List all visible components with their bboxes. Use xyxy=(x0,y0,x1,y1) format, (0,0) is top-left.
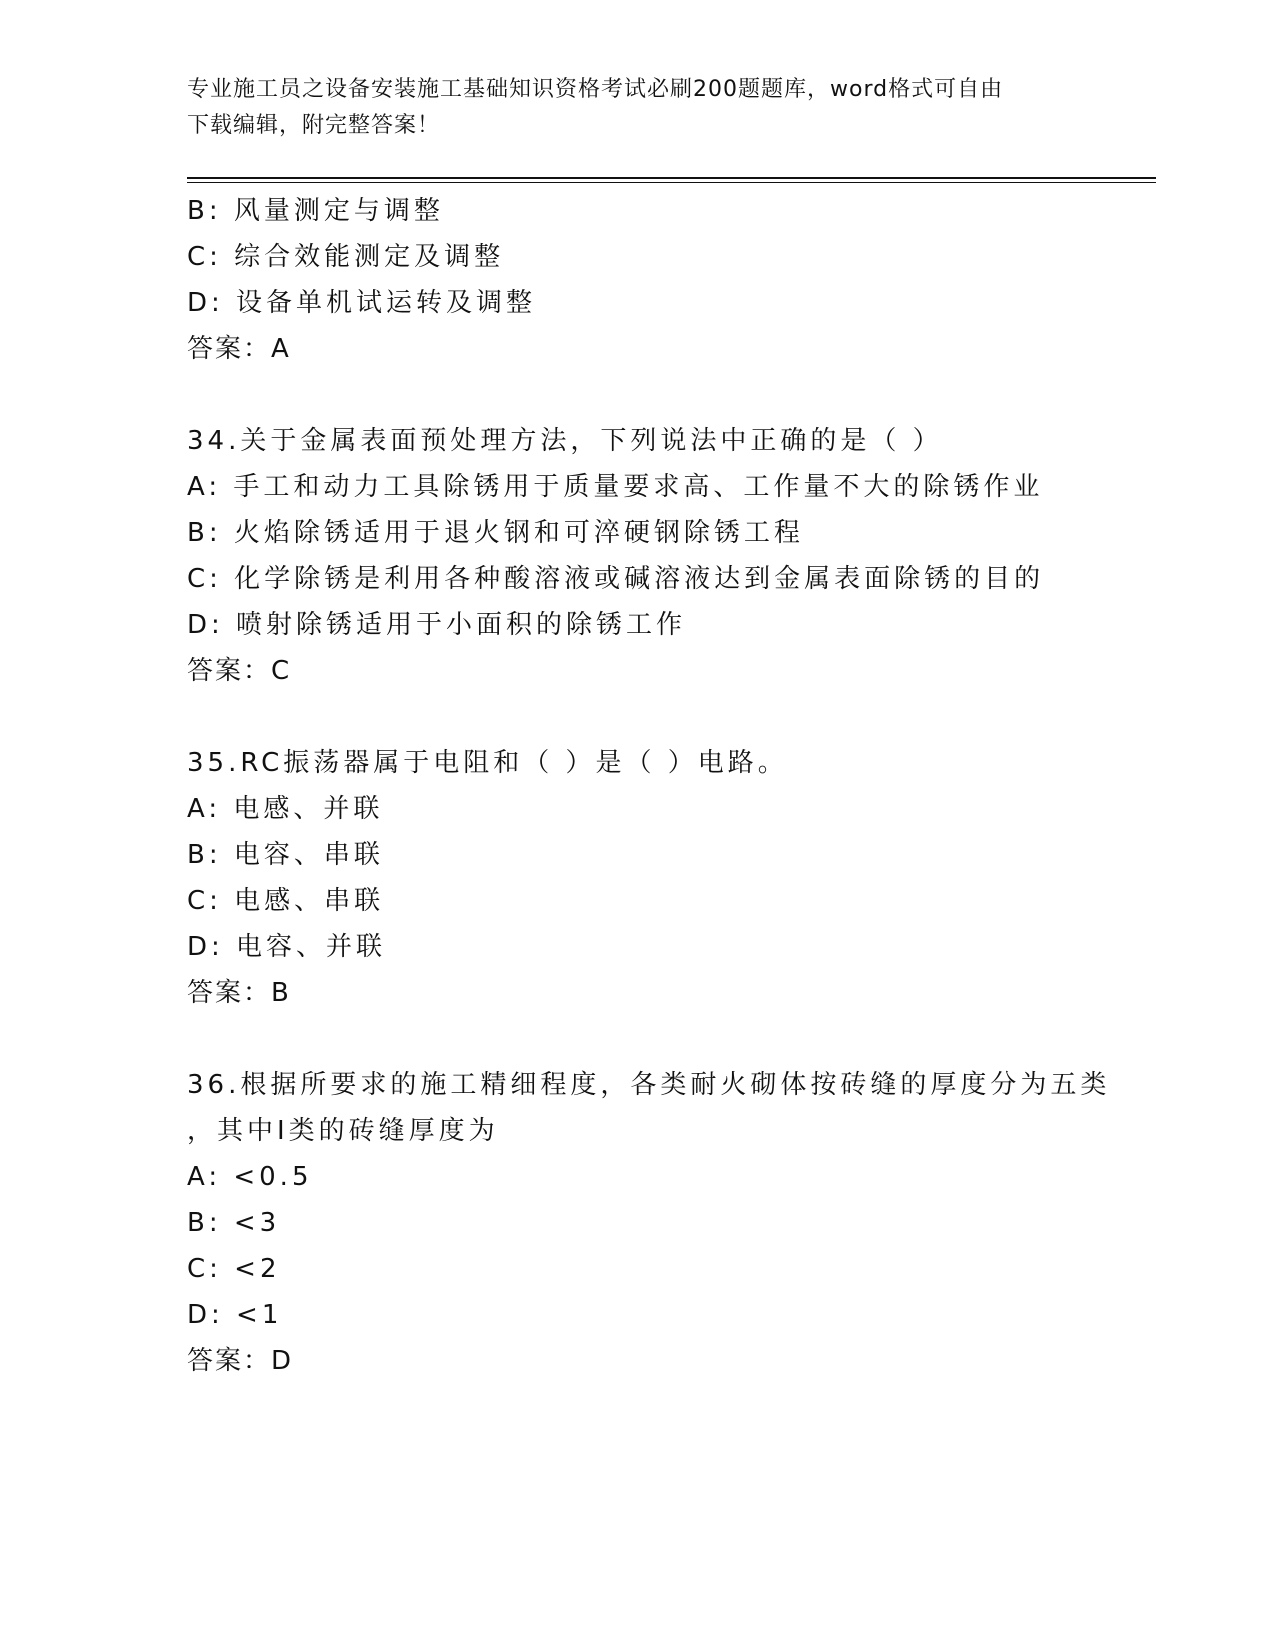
option-a: A: <0.5 xyxy=(187,1162,313,1192)
option-b: B: <3 xyxy=(187,1208,281,1238)
question-stem: 35.RC振荡器属于电阻和（ ）是（ ）电路。 xyxy=(187,748,788,778)
question-34 xyxy=(187,418,1107,694)
option-a: A: 手工和动力工具除锈用于质量要求高、工作量不大的除锈作业 xyxy=(187,472,1044,502)
option-c: C: 综合效能测定及调整 xyxy=(187,242,505,272)
question-stem: 34.关于金属表面预处理方法，下列说法中正确的是（ ） xyxy=(187,426,943,456)
question-stem-line-2: ，其中Ⅰ类的砖缝厚度为 xyxy=(187,1116,499,1146)
option-b: B: 风量测定与调整 xyxy=(187,196,444,226)
header-divider-thin xyxy=(187,182,1156,183)
answer-line: 答案：B xyxy=(187,978,291,1008)
header-divider-thick xyxy=(187,177,1156,179)
question-list xyxy=(187,188,1111,1384)
answer-line: 答案：C xyxy=(187,656,292,686)
option-c: C: <2 xyxy=(187,1254,281,1284)
question-stem-line-1: 36.根据所要求的施工精细程度，各类耐火砌体按砖缝的厚度分为五类 xyxy=(187,1070,1111,1100)
option-b: B: 电容、串联 xyxy=(187,840,384,870)
question-33-continued xyxy=(187,188,1107,372)
question-36 xyxy=(187,1062,1111,1384)
option-a: A: 电感、并联 xyxy=(187,794,384,824)
question-35 xyxy=(187,740,1107,1016)
option-d: D: <1 xyxy=(187,1300,283,1330)
document-header xyxy=(187,72,1067,144)
option-d: D: 电容、并联 xyxy=(187,932,387,962)
option-d: D: 喷射除锈适用于小面积的除锈工作 xyxy=(187,610,687,640)
option-c: C: 电感、串联 xyxy=(187,886,385,916)
answer-line: 答案：A xyxy=(187,334,291,364)
header-line-2: 下载编辑，附完整答案！ xyxy=(187,113,441,138)
header-line-1: 专业施工员之设备安装施工基础知识资格考试必刷200题题库，word格式可自由 xyxy=(187,77,1004,102)
answer-line: 答案：D xyxy=(187,1346,294,1376)
option-d: D: 设备单机试运转及调整 xyxy=(187,288,537,318)
option-b: B: 火焰除锈适用于退火钢和可淬硬钢除锈工程 xyxy=(187,518,804,548)
option-c: C: 化学除锈是利用各种酸溶液或碱溶液达到金属表面除锈的目的 xyxy=(187,564,1045,594)
